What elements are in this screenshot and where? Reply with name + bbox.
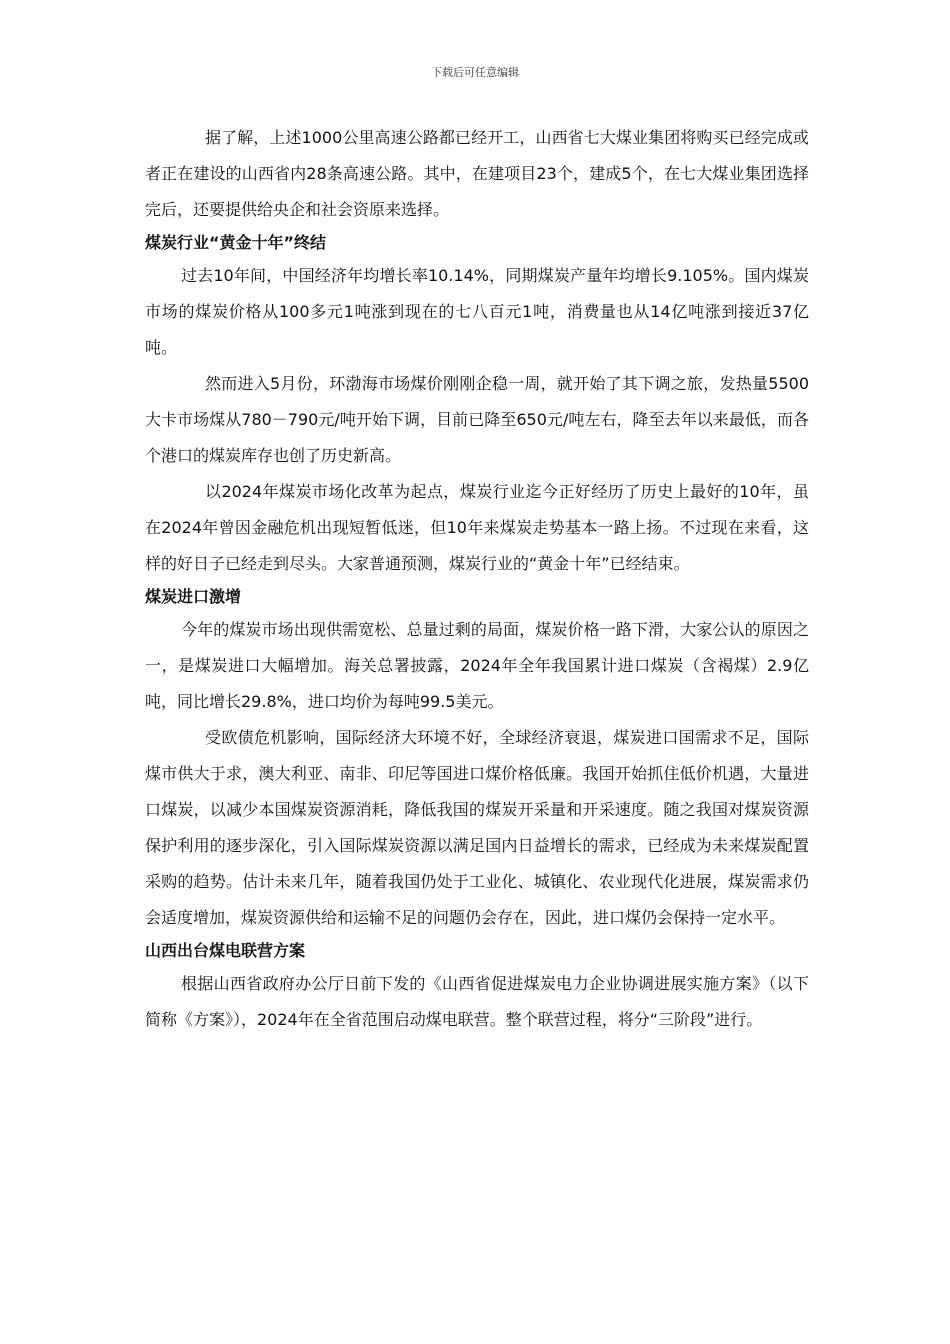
document-body	[145, 120, 809, 1038]
page-header-note: 下载后可任意编辑	[431, 66, 519, 79]
paragraph-highway-purchase: 据了解，上述1000公里高速公路都已经开工，山西省七大煤业集团将购买已经完成或者正在建设的山西省内28条高速公路。其中，在建项目23个，建成5个，在七大煤业集团选择完后，还要提供给央企和社会资原来选择。	[145, 128, 809, 219]
section-heading-golden-decade: 煤炭行业“黄金十年”终结	[145, 233, 327, 252]
paragraph-price-decline: 然而进入5月份，环渤海市场煤价刚刚企稳一周，就开始了其下调之旅，发热量5500大卡市场煤从780－790元/吨开始下调，目前已降至650元/吨左右，降至去年以来最低，而各个港口的煤炭库存也创了历史新高。	[145, 374, 809, 465]
paragraph-import-stats: 今年的煤炭市场出现供需宽松、总量过剩的局面，煤炭价格一路下滑，大家公认的原因之一，是煤炭进口大幅增加。海关总署披露，2024年全年我国累计进口煤炭（含褐煤）2.9亿吨，同比增长29.8%，进口均价为每吨99.5美元。	[145, 620, 809, 711]
paragraph-import-reasons: 受欧债危机影响，国际经济大环境不好，全球经济衰退，煤炭进口国需求不足，国际煤市供大于求，澳大利亚、南非、印尼等国进口煤价格低廉。我国开始抓住低价机遇，大量进口煤炭，以减少本国煤炭资源消耗，降低我国的煤炭开采量和开采速度。随之我国对煤炭资源保护利用的逐步深化，引入国际煤炭资源以满足国内日益增长的需求，已经成为未来煤炭配置采购的趋势。估计未来几年，随着我国仍处于工业化、城镇化、农业现代化进展，煤炭需求仍会适度增加，煤炭资源供给和运输不足的问题仍会存在，因此，进口煤仍会保持一定水平。	[145, 728, 809, 927]
paragraph-coal-power-plan: 根据山西省政府办公厅日前下发的《山西省促进煤炭电力企业协调进展实施方案》（以下简称《方案》），2024年在全省范围启动煤电联营。整个联营过程，将分“三阶段”进行。	[145, 974, 809, 1029]
paragraph-golden-decade-end: 以2024年煤炭市场化改革为起点，煤炭行业迄今正好经历了历史上最好的10年，虽在2024年曾因金融危机出现短暂低迷，但10年来煤炭走势基本一路上扬。不过现在来看，这样的好日子已经走到尽头。大家普通预测，煤炭行业的“黄金十年”已经结束。	[145, 482, 809, 573]
section-heading-import-surge: 煤炭进口激增	[145, 587, 242, 606]
section-heading-coal-power-plan: 山西出台煤电联营方案	[145, 941, 306, 960]
paragraph-growth-stats: 过去10年间，中国经济年均增长率10.14%，同期煤炭产量年均增长9.105%。国内煤炭市场的煤炭价格从100多元1吨涨到现在的七八百元1吨，消费量也从14亿吨涨到接近37亿吨。	[145, 266, 809, 357]
